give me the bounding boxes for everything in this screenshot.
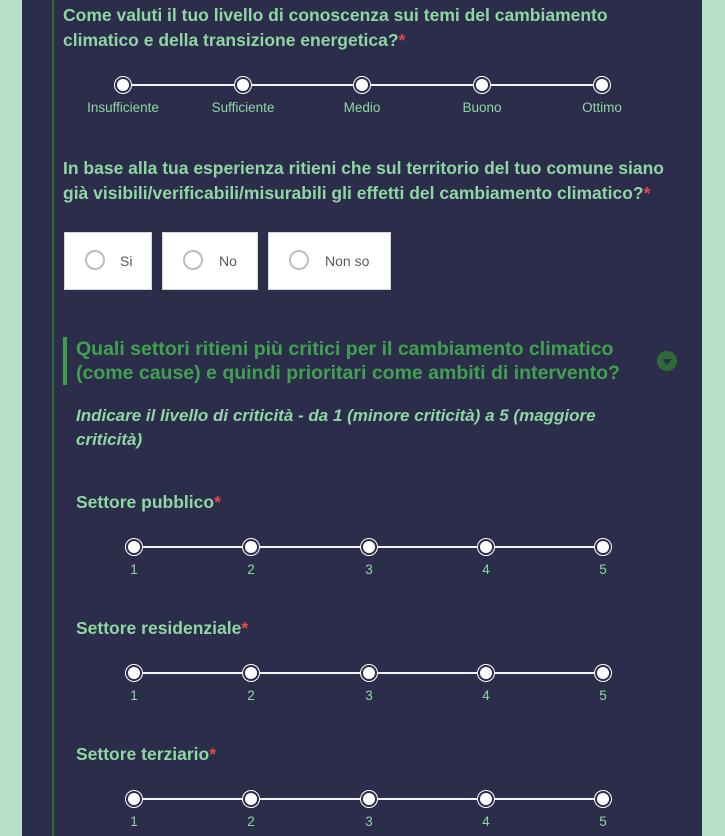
scale-point-1[interactable] [126, 665, 142, 681]
sector-terziario-label [76, 742, 216, 767]
section-title: Quali settori ritieni più critici per il cambiamento climatico (come cause) e quindi prioritari come ambiti di intervento? [76, 338, 620, 384]
section-description: Indicare il livello di criticità - da 1 (minore criticità) a 5 (maggiore criticità) [76, 406, 596, 449]
radio-label: No [219, 253, 237, 269]
scale-point-sufficiente[interactable] [235, 77, 251, 93]
scale-label: Insufficiente [87, 100, 159, 115]
scale-point-1[interactable] [126, 791, 142, 807]
radio-label: Si [120, 253, 133, 269]
radio-circle-icon [183, 250, 203, 270]
scale-point-3[interactable] [361, 791, 377, 807]
scale-label: Medio [343, 100, 381, 115]
required-mark: * [241, 618, 249, 638]
radio-option-no[interactable] [162, 232, 258, 290]
scale-label: 5 [599, 688, 607, 703]
scale-label: 3 [365, 814, 373, 829]
scale-label: 3 [365, 562, 373, 577]
scale-point-2[interactable] [243, 791, 259, 807]
scale-label: 4 [482, 814, 490, 829]
required-mark: * [209, 744, 217, 764]
scale-point-ottimo[interactable] [594, 77, 610, 93]
collapse-chevron-icon[interactable] [657, 351, 677, 371]
scale-label: Sufficiente [211, 100, 275, 115]
scale-label: 1 [130, 814, 138, 829]
scale-point-2[interactable] [243, 665, 259, 681]
scale-label: 1 [130, 562, 138, 577]
panel-left-rule [52, 0, 54, 836]
scale-point-4[interactable] [478, 665, 494, 681]
scale-point-insufficiente[interactable] [115, 77, 131, 93]
radio-option-non-so[interactable] [268, 232, 391, 290]
knowledge-scale [0, 74, 725, 114]
scale-label: 5 [599, 814, 607, 829]
scale-point-2[interactable] [243, 539, 259, 555]
radio-circle-icon [85, 250, 105, 270]
required-mark: * [214, 492, 221, 512]
question-knowledge-level [63, 3, 663, 53]
scale-label: 5 [599, 562, 607, 577]
sector-residenziale-label [76, 616, 248, 641]
required-mark: * [398, 30, 406, 50]
scale-label: 4 [482, 688, 490, 703]
scale-point-5[interactable] [595, 539, 611, 555]
sector-residenziale-scale [0, 662, 725, 702]
scale-label: 3 [365, 688, 373, 703]
radio-option-si[interactable] [64, 232, 152, 290]
scale-point-1[interactable] [126, 539, 142, 555]
scale-point-5[interactable] [595, 665, 611, 681]
question-visible-effects [63, 156, 673, 206]
sector-pubblico-scale [0, 536, 725, 576]
section-accent-bar [63, 337, 67, 385]
scale-label: 4 [482, 562, 490, 577]
scale-point-3[interactable] [361, 665, 377, 681]
scale-label: 1 [130, 688, 138, 703]
sector-terziario-scale [0, 788, 725, 828]
scale-label: Ottimo [582, 100, 622, 115]
sector-label: Settore terziario [76, 744, 210, 764]
scale-label: 2 [247, 562, 255, 577]
scale-point-buono[interactable] [474, 77, 490, 93]
scale-point-5[interactable] [595, 791, 611, 807]
sector-label: Settore residenziale [76, 618, 242, 638]
scale-point-4[interactable] [478, 539, 494, 555]
sector-label: Settore pubblico [76, 492, 215, 512]
scale-point-3[interactable] [361, 539, 377, 555]
question-text: Come valuti il tuo livello di conoscenza sui temi del cambiamento climatico e della transizione energetica? [63, 5, 608, 50]
sector-pubblico-label [76, 490, 221, 515]
required-mark: * [643, 183, 651, 203]
scale-label: Buono [462, 100, 502, 115]
scale-label: 2 [247, 688, 255, 703]
radio-label: Non so [325, 253, 370, 269]
scale-point-4[interactable] [478, 791, 494, 807]
scale-point-medio[interactable] [354, 77, 370, 93]
question-text: In base alla tua esperienza ritieni che sul territorio del tuo comune siano già visibili/verificabili/misurabili gli effetti del cambiamento climatico? [63, 158, 664, 203]
scale-label: 2 [247, 814, 255, 829]
radio-circle-icon [289, 250, 309, 270]
